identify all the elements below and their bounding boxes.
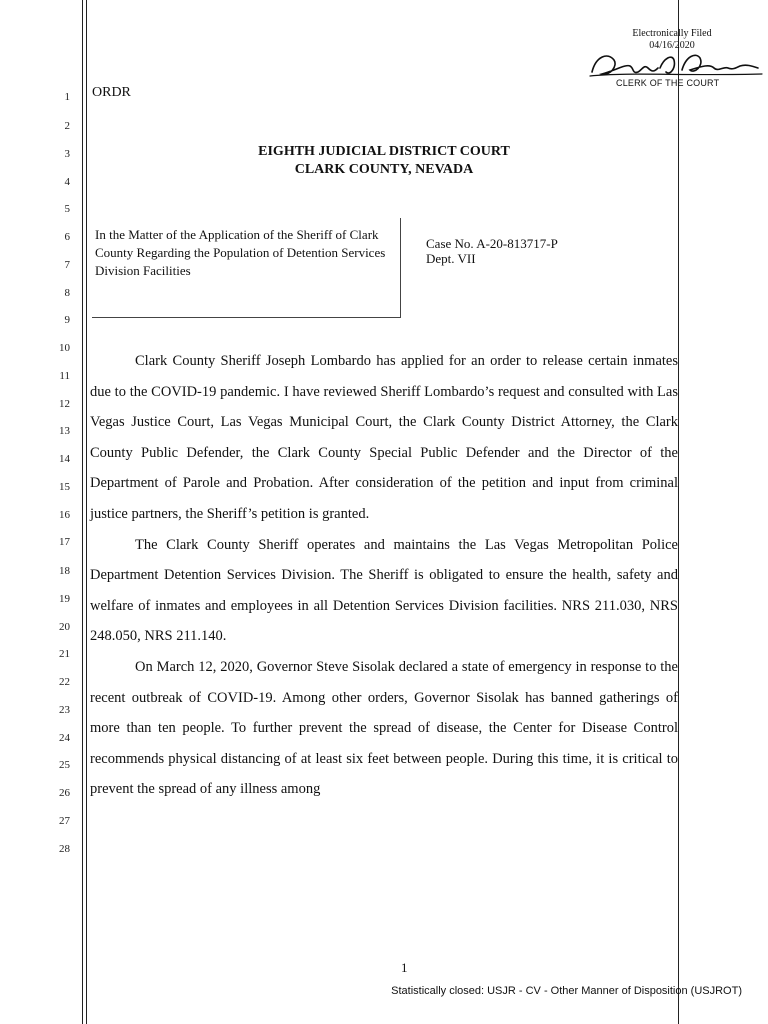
line-number: 22 (59, 676, 70, 688)
court-name: EIGHTH JUDICIAL DISTRICT COURT (258, 144, 510, 159)
line-number-column (0, 0, 80, 1024)
page-number: 1 (401, 960, 408, 975)
court-county: CLARK COUNTY, NEVADA (294, 162, 474, 177)
line-number: 24 (59, 732, 70, 744)
line-number: 26 (59, 787, 70, 799)
line-number: 7 (64, 259, 70, 271)
body-paragraph: On March 12, 2020, Governor Steve Sisolak declared a state of emergency in response to the recent outbreak of COVID-19. Among other orders, Governor Sisolak has banned gatherings of more than ten people. To further prevent the spread of disease, the Center for Disease Control recommends physical distancing of at least six feet between people. During this time, it is critical to prevent the spread of any illness among (90, 658, 678, 798)
line-number: 3 (64, 148, 70, 160)
line-number: 28 (59, 843, 70, 855)
line-number: 6 (64, 231, 70, 243)
court-heading (90, 143, 678, 179)
left-margin-rule (82, 0, 83, 1024)
line-number: 8 (64, 287, 70, 299)
right-margin-rule (678, 0, 679, 1024)
line-number: 10 (59, 342, 70, 354)
line-number: 9 (64, 314, 70, 326)
line-number: 11 (59, 370, 70, 382)
line-number: 21 (59, 648, 70, 660)
line-number: 19 (59, 593, 70, 605)
line-number: 20 (59, 621, 70, 633)
line-number: 12 (59, 398, 70, 410)
order-body (90, 346, 678, 805)
line-number: 1 (64, 91, 70, 103)
line-number: 15 (59, 481, 70, 493)
efiled-date: 04/16/2020 (649, 40, 695, 51)
line-number: 4 (64, 176, 70, 188)
left-margin-rule-inner (86, 0, 87, 1024)
case-caption: In the Matter of the Application of the Sheriff of Clark County Regarding the Population of Detention Services Division Facilities (95, 227, 386, 278)
line-number: 13 (59, 425, 70, 437)
case-info (426, 236, 558, 266)
case-caption-box (92, 218, 401, 318)
efiled-text: Electronically Filed (632, 28, 712, 39)
line-number: 14 (59, 453, 70, 465)
case-status-footer: Statistically closed: USJR - CV - Other Manner of Disposition (USJROT) (391, 985, 742, 997)
efiling-stamp (560, 26, 760, 96)
body-paragraph: Clark County Sheriff Joseph Lombardo has applied for an order to release certain inmates due to the COVID-19 pandemic. I have reviewed Sheriff Lombardo’s request and consulted with Las Vegas Justice Court, Las Vegas Municipal Court, the Clark County District Attorney, the Clark County Public Defender, the Clark County Special Public Defender and the Director of the Department of Parole and Probation. After consideration of the petition and input from criminal justice partners, the Sheriff’s petition is granted. (90, 353, 678, 522)
line-number: 18 (59, 565, 70, 577)
line-number: 2 (64, 120, 70, 132)
line-number: 5 (64, 203, 70, 215)
document-code: ORDR (92, 85, 131, 100)
case-number: Case No. A-20-813717-P (426, 236, 558, 251)
department: Dept. VII (426, 251, 476, 266)
line-number: 27 (59, 815, 70, 827)
line-number: 25 (59, 759, 70, 771)
body-paragraph: The Clark County Sheriff operates and maintains the Las Vegas Metropolitan Police Department Detention Services Division. The Sheriff is obligated to ensure the health, safety and welfare of inmates and employees in all Detention Services Division facilities. NRS 211.030, NRS 248.050, NRS 211.140. (90, 536, 678, 645)
clerk-label: CLERK OF THE COURT (616, 78, 720, 88)
line-number: 23 (59, 704, 70, 716)
line-number: 16 (59, 509, 70, 521)
line-number: 17 (59, 536, 70, 548)
